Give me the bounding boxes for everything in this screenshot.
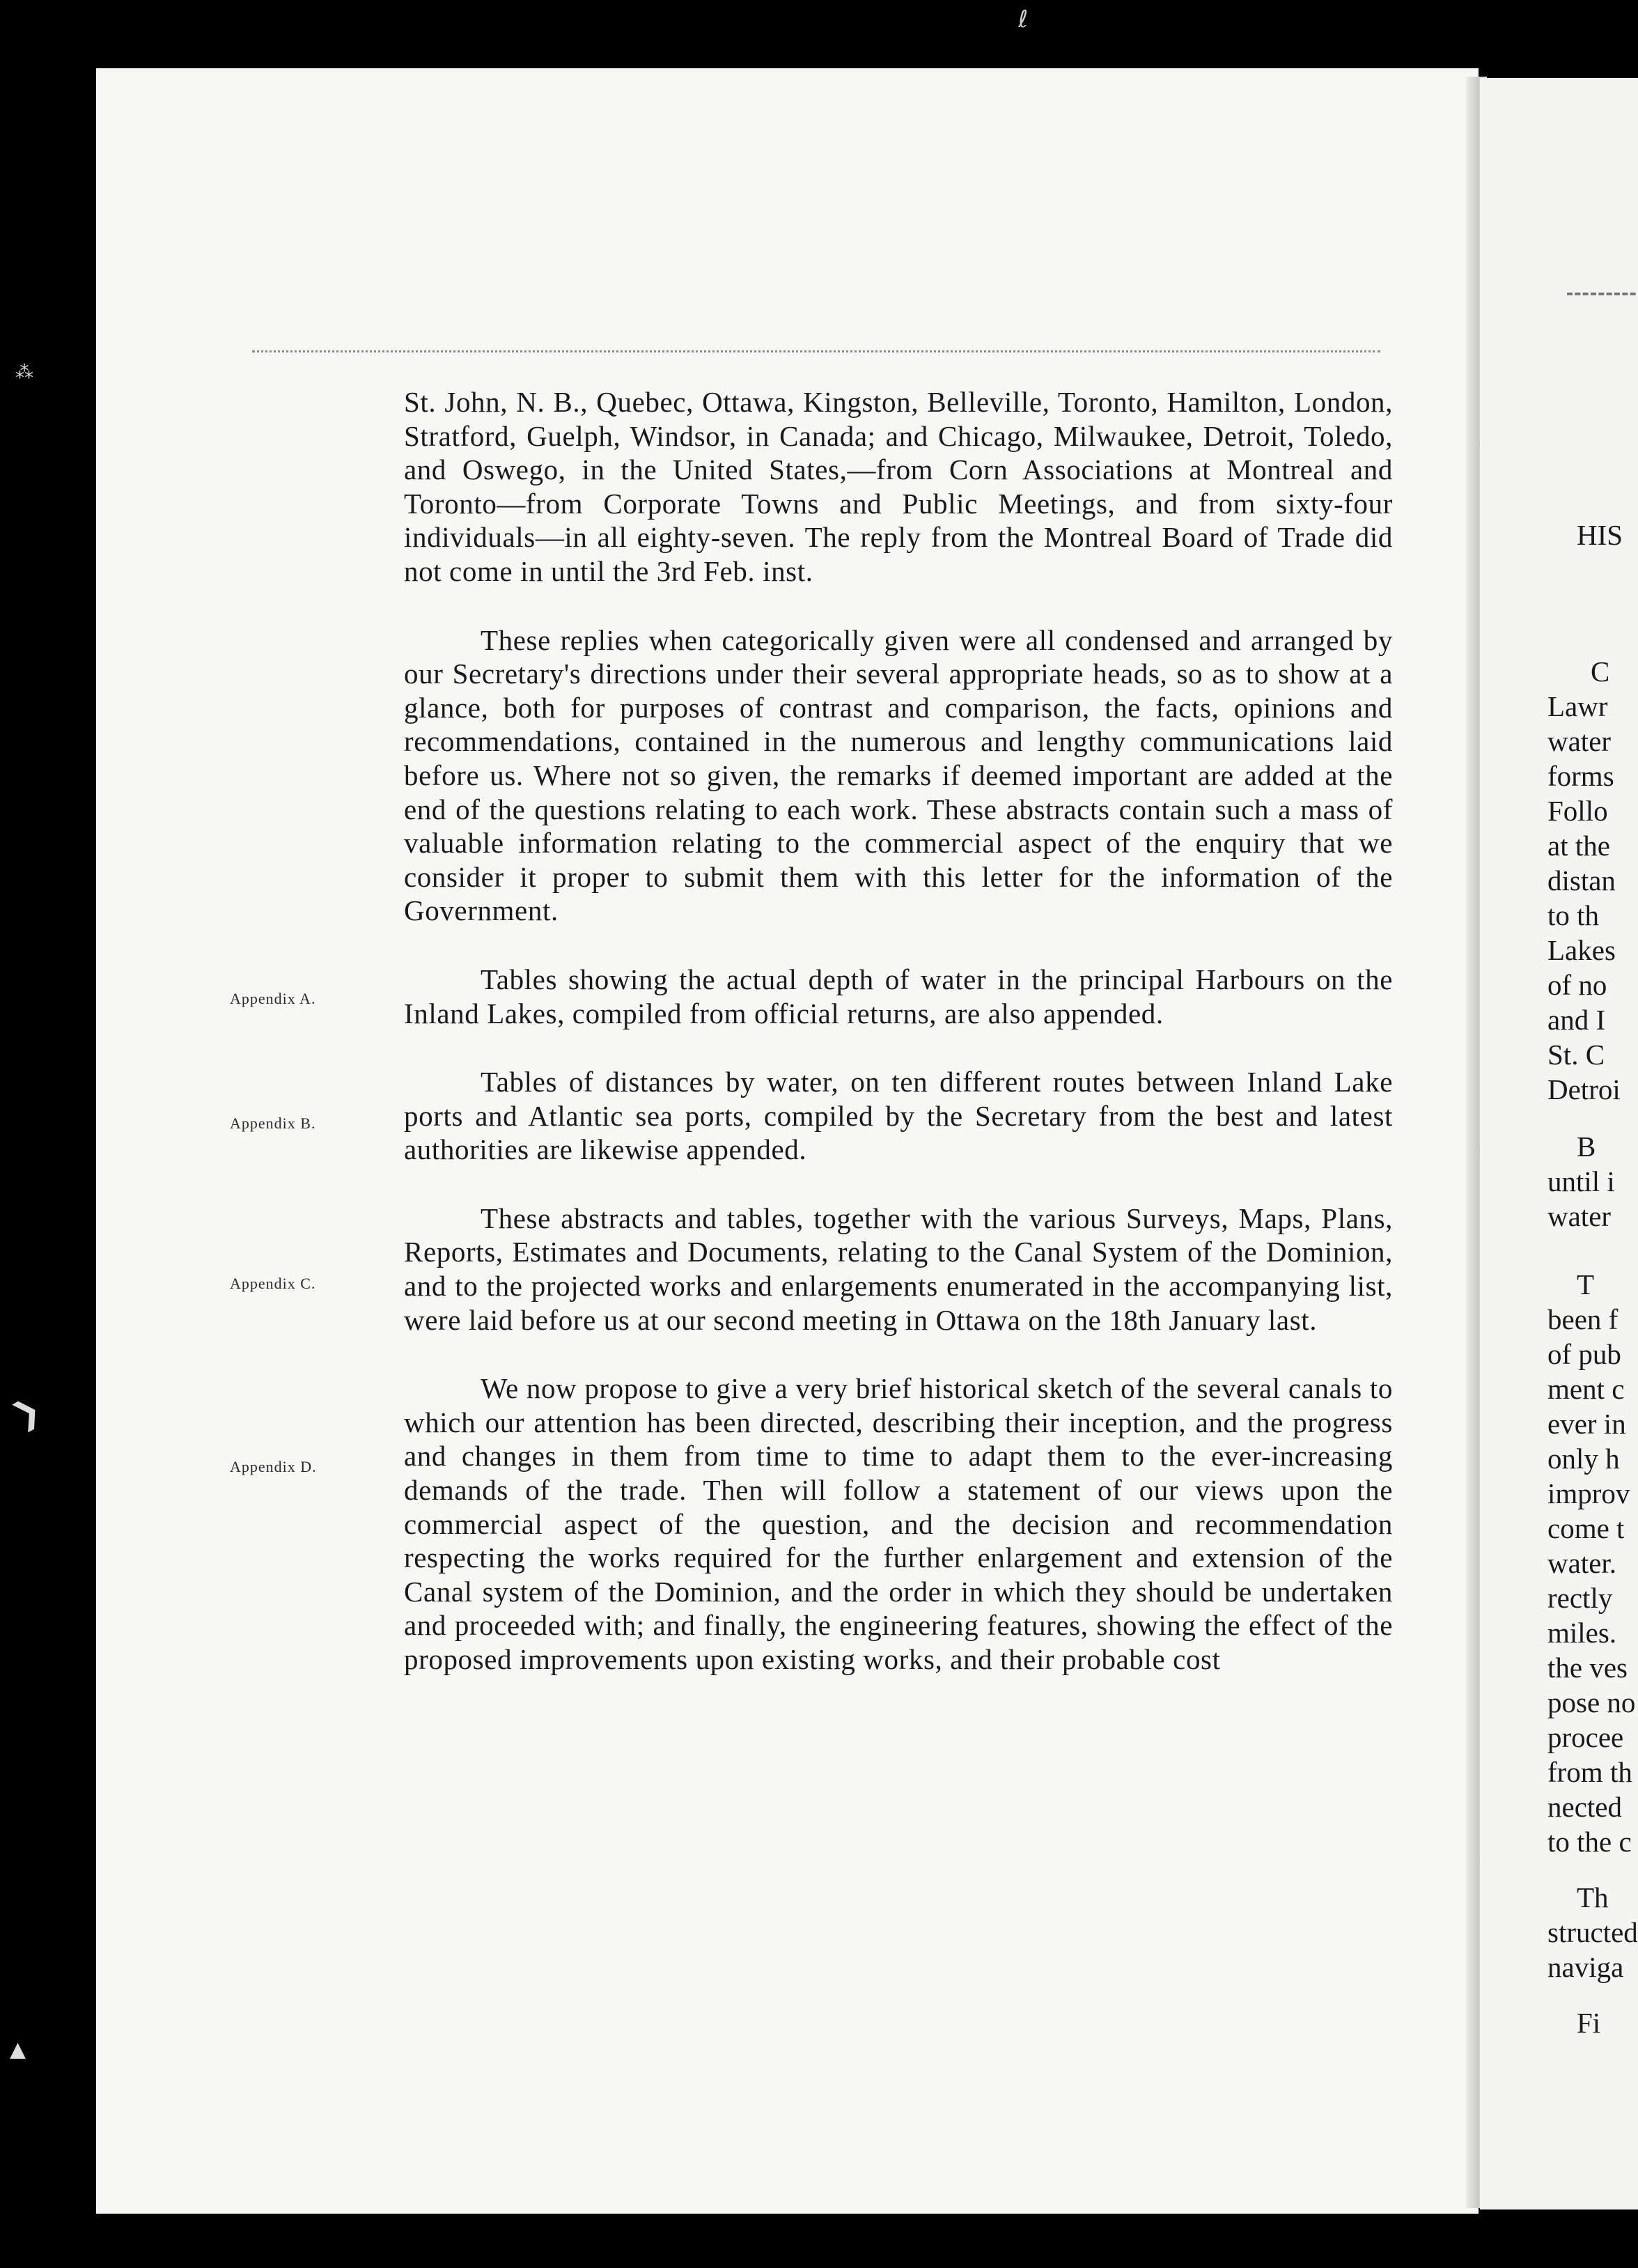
facing-line: St. C — [1547, 1039, 1605, 1071]
facing-line: distan — [1547, 864, 1616, 896]
facing-line: Lawr — [1547, 690, 1608, 722]
margin-note-appendix-a: Appendix A. — [230, 990, 316, 1007]
scan-artifact: ⁂ — [15, 362, 33, 383]
facing-line: Detroi — [1547, 1073, 1621, 1105]
facing-line: miles. — [1547, 1617, 1617, 1649]
paragraph: We now propose to give a very brief historical sketch of the several canals to which our attention has been directed, describing their inception, and the progress and changes in them from time to time to adapt them to the ever-increasing demands of the trade. Then will follow a statement of our views upon the commercial aspect of the question, and the decision and recommendation respecting the works required for the further enlargement and extension of the Canal system of the Dominion, and the order in which they should be undertaken and proceeded with; and finally, the engineering features, showing the effect of the proposed improvements upon existing works, and their probable cost — [404, 1372, 1393, 1675]
margin-note-appendix-d: Appendix D. — [230, 1458, 317, 1475]
facing-line: ment c — [1547, 1373, 1625, 1405]
header-rule — [252, 350, 1380, 352]
facing-header-rule — [1567, 293, 1638, 295]
facing-line: Th — [1577, 1881, 1609, 1913]
facing-line: T — [1577, 1268, 1595, 1300]
paragraph: St. John, N. B., Quebec, Ottawa, Kingston, Belleville, Toronto, Hamilton, London, Stratford, Guelph, Windsor, in Canada; and Chicago, Milwaukee, Detroit, Toledo, and Oswego, in the United States,—from Corn Associations at Montreal and Toronto—from Corporate Towns and Public Meetings, and from sixty-four individuals—in all eighty-seven. The reply from the Montreal Board of Trade did not come in until the 3rd Feb. inst. — [404, 386, 1393, 587]
scan-artifact: ❯ — [5, 1388, 47, 1436]
facing-line: water. — [1547, 1547, 1617, 1579]
facing-line: procee — [1547, 1721, 1624, 1753]
facing-line: at the — [1547, 830, 1610, 862]
facing-line: until i — [1547, 1165, 1615, 1197]
paragraph: These replies when categorically given were all condensed and arranged by our Secretary's directions under their several appropriate heads, so as to show at a glance, both for purposes of contrast and comparison, the facts, opinions and recommendations, contained in the numerous and lengthy communications laid before us. Where not so given, the remarks if deemed important are added at the end of the questions relating to each work. These abstracts contain such a mass of valuable information relating to the commercial aspect of the enquiry that we consider it proper to submit them with this letter for the information of the Government. — [404, 623, 1393, 927]
margin-note-appendix-c: Appendix C. — [230, 1275, 316, 1292]
scan-artifact: ℓ — [1018, 6, 1029, 33]
facing-line: improv — [1547, 1477, 1630, 1509]
facing-line: pose no — [1547, 1686, 1636, 1718]
paragraph: Tables of distances by water, on ten different routes between Inland Lake ports and Atlantic sea ports, compiled by the Secretary from the best and latest authorities are likewise appended. — [404, 1066, 1393, 1166]
facing-line: of no — [1547, 969, 1607, 1001]
facing-line: nected — [1547, 1791, 1622, 1823]
margin-note-appendix-b: Appendix B. — [230, 1114, 316, 1132]
facing-line: and I — [1547, 1004, 1606, 1036]
facing-line: been f — [1547, 1303, 1618, 1335]
scan-artifact: ▲ — [10, 2037, 26, 2062]
facing-line: structed — [1547, 1916, 1638, 1948]
facing-line: from th — [1547, 1756, 1632, 1788]
facing-line: of pub — [1547, 1338, 1621, 1370]
facing-line: to the c — [1547, 1826, 1632, 1858]
facing-line: water — [1547, 725, 1612, 757]
facing-line: only h — [1547, 1443, 1620, 1475]
facing-line: naviga — [1547, 1951, 1624, 1983]
facing-line: HIS — [1577, 519, 1623, 551]
facing-line: water — [1547, 1200, 1612, 1232]
facing-line: Lakes — [1547, 934, 1616, 966]
facing-line: ever in — [1547, 1408, 1626, 1440]
facing-line: B — [1577, 1131, 1596, 1163]
facing-line: forms — [1547, 760, 1614, 792]
body-text — [404, 385, 1393, 1711]
facing-line: rectly — [1547, 1582, 1613, 1614]
facing-line: C — [1591, 655, 1610, 688]
facing-line: the ves — [1547, 1652, 1628, 1684]
facing-page — [1480, 78, 1638, 2209]
facing-line: come t — [1547, 1512, 1625, 1544]
facing-line: to th — [1547, 899, 1600, 931]
paragraph: Tables showing the actual depth of water in the principal Harbours on the Inland Lakes, compiled from official returns, are also appended. — [404, 963, 1393, 1030]
facing-line: Fi — [1577, 2007, 1601, 2039]
facing-line: Follo — [1547, 795, 1608, 827]
paragraph: These abstracts and tables, together with the various Surveys, Maps, Plans, Reports, Estimates and Documents, relating to the Canal System of the Dominion, and to the projected works and enlargements enumerated in the accompanying list, were laid before us at our second meeting in Ottawa on the 18th January last. — [404, 1202, 1393, 1336]
